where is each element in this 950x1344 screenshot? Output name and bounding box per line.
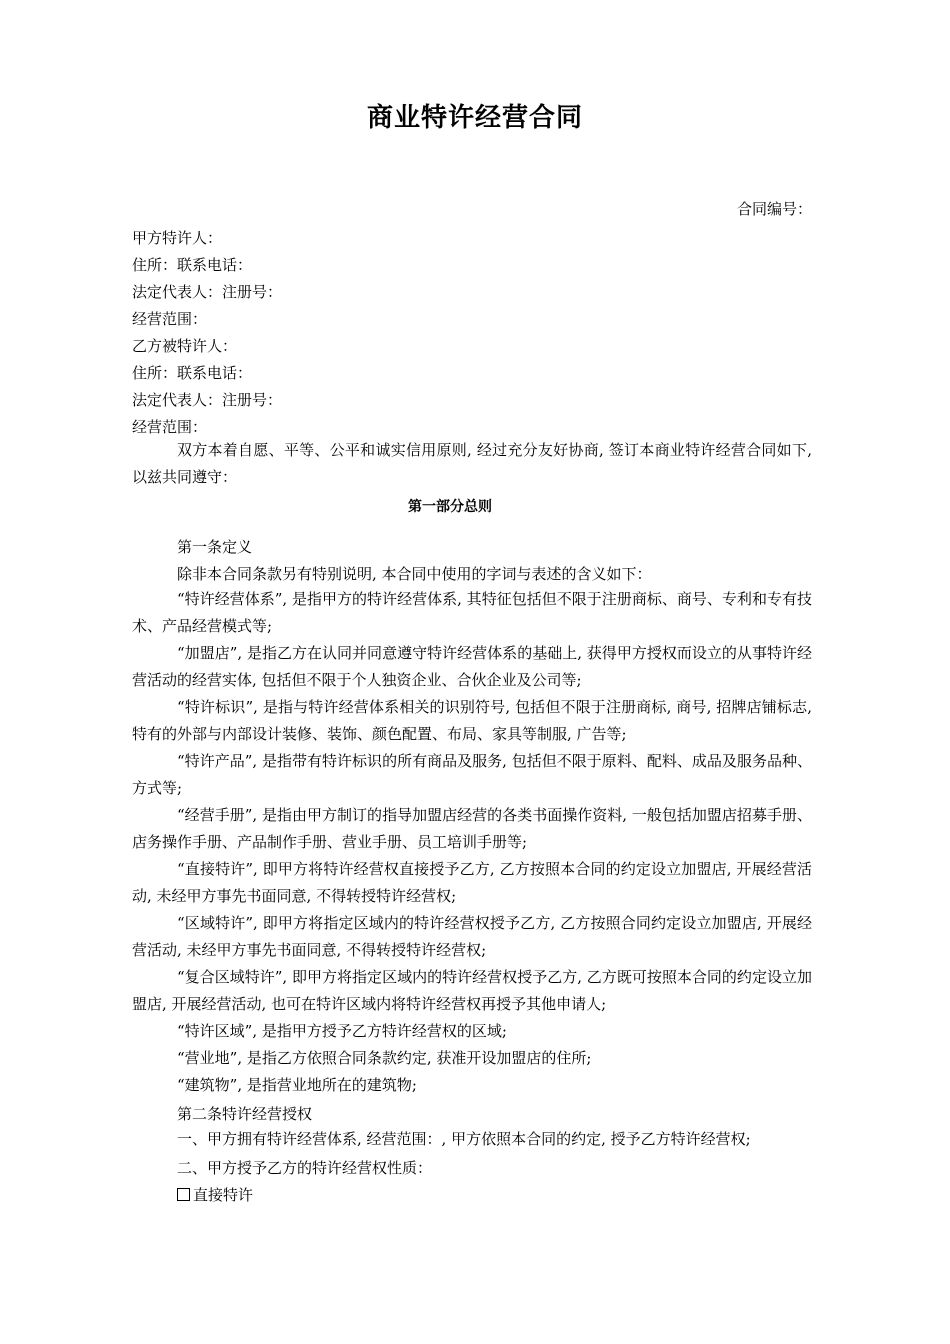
- definition-franchise-store: “加盟店”, 是指乙方在认同并同意遵守特许经营体系的基础上, 获得甲方授权而设立的从事特许经营活动的经营实体, 包括但不限于个人独资企业、合伙企业及公司等;: [132, 644, 812, 689]
- party-a-name: 甲方特许人：: [132, 229, 223, 247]
- definition-franchise-products: “特许产品”, 是指带有特许标识的所有商品及服务, 包括但不限于原料、配料、成品及服务品种、方式等;: [132, 752, 812, 797]
- party-b-scope: 经营范围：: [132, 418, 208, 436]
- article-1-heading: 第一条定义: [177, 538, 253, 556]
- definition-area-franchise: “区域特许”, 即甲方将指定区域内的特许经营权授予乙方, 乙方按照合同约定设立加盟店, 开展经营活动, 未经甲方事先书面同意, 不得转授特许经营权;: [132, 914, 812, 959]
- party-b-address-phone: 住所：联系电话：: [132, 364, 253, 382]
- checkbox-icon[interactable]: [177, 1188, 190, 1201]
- article-1-intro: 除非本合同条款另有特别说明, 本合同中使用的字词与表述的含义如下：: [177, 565, 652, 583]
- definition-franchise-marks: “特许标识”, 是指与特许经营体系相关的识别符号, 包括但不限于注册商标, 商号, 招牌店铺标志, 特有的外部与内部设计装修、装饰、颜色配置、布局、家具等制服, 广告等;: [132, 698, 812, 743]
- article-2-item-1: 一、甲方拥有特许经营体系, 经营范围：, 甲方依照本合同的约定, 授予乙方特许经营权;: [177, 1130, 751, 1148]
- preamble-paragraph: 双方本着自愿、平等、公平和诚实信用原则, 经过充分友好协商, 签订本商业特许经营合同如下, 以兹共同遵守：: [132, 441, 812, 486]
- party-a-representative: 法定代表人：注册号：: [132, 283, 283, 301]
- definition-direct-franchise: “直接特许”, 即甲方将特许经营权直接授予乙方, 乙方按照本合同的约定设立加盟店, 开展经营活动, 未经甲方事先书面同意, 不得转授特许经营权;: [132, 860, 812, 905]
- article-2-item-2: 二、甲方授予乙方的特许经营权性质：: [177, 1159, 433, 1177]
- definition-business-premises: “营业地”, 是指乙方依照合同条款约定, 获准开设加盟店的住所;: [177, 1049, 592, 1067]
- part-one-heading: 第一部分总则: [408, 499, 492, 515]
- party-a-address-phone: 住所：联系电话：: [132, 256, 253, 274]
- article-2-heading: 第二条特许经营授权: [177, 1105, 313, 1123]
- definition-building: “建筑物”, 是指营业地所在的建筑物;: [177, 1076, 417, 1094]
- definition-franchise-system: “特许经营体系”, 是指甲方的特许经营体系, 其特征包括但不限于注册商标、商号、专利和专有技术、产品经营模式等;: [132, 590, 812, 635]
- document-title: 商业特许经营合同: [366, 103, 583, 133]
- option-direct-franchise[interactable]: [177, 1185, 253, 1205]
- definition-composite-area-franchise: “复合区域特许”, 即甲方将指定区域内的特许经营权授予乙方, 乙方既可按照本合同的约定设立加盟店, 开展经营活动, 也可在特许区域内将特许经营权再授予其他申请人;: [132, 968, 812, 1013]
- contract-number-label: 合同编号：: [736, 200, 812, 218]
- party-b-representative: 法定代表人：注册号：: [132, 391, 283, 409]
- option-direct-franchise-label: 直接特许: [193, 1186, 254, 1204]
- party-a-scope: 经营范围：: [132, 310, 208, 328]
- party-b-name: 乙方被特许人：: [132, 337, 238, 355]
- definition-operations-manual: “经营手册”, 是指由甲方制订的指导加盟店经营的各类书面操作资料, 一般包括加盟店招募手册、店务操作手册、产品制作手册、营业手册、员工培训手册等;: [132, 806, 812, 851]
- definition-franchise-territory: “特许区域”, 是指甲方授予乙方特许经营权的区域;: [177, 1022, 507, 1040]
